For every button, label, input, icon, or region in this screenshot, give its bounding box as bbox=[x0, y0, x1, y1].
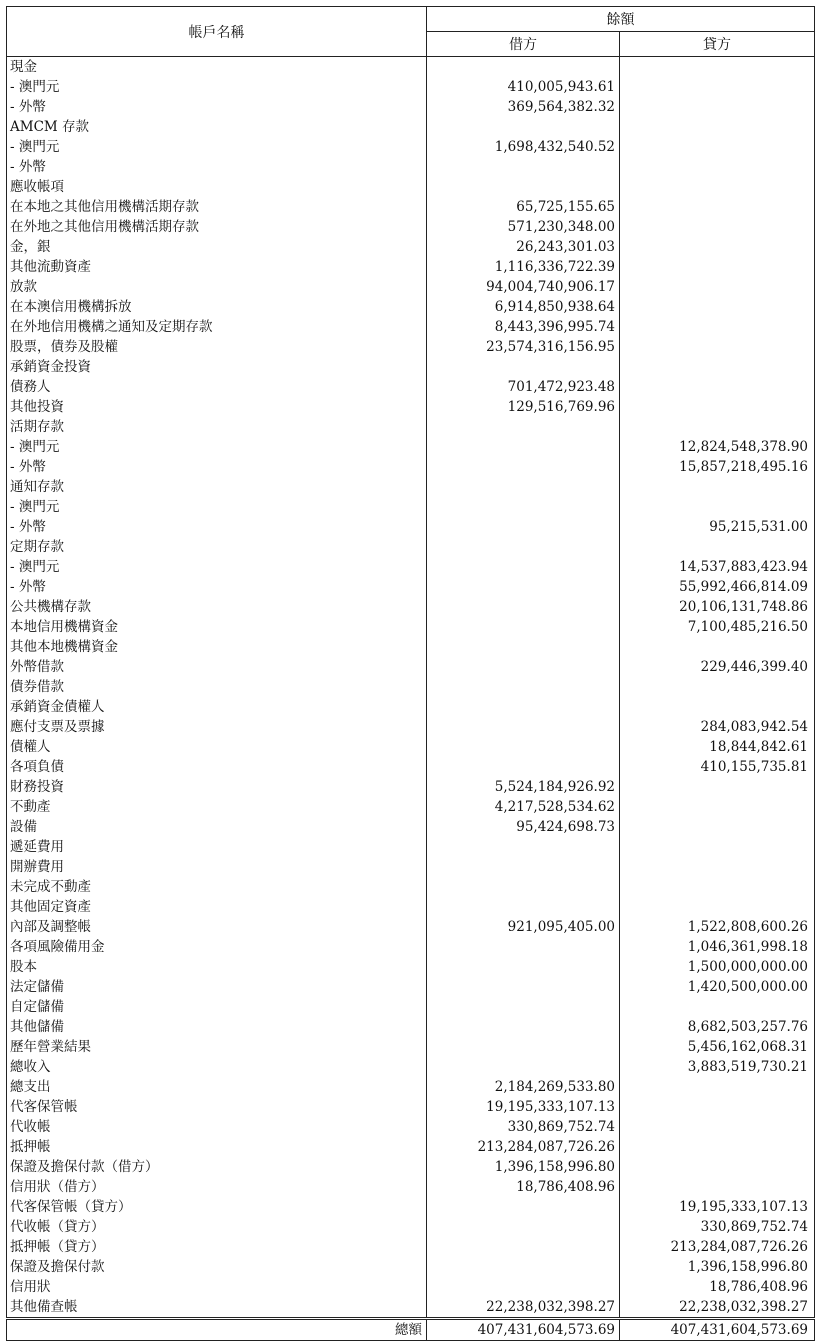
account-name-cell: 股票，債券及股權 bbox=[7, 337, 427, 357]
account-name-cell: 應付支票及票據 bbox=[7, 717, 427, 737]
account-name-cell: - 外幣 bbox=[7, 577, 427, 597]
debit-cell bbox=[427, 477, 620, 497]
account-name-cell: 公共機構存款 bbox=[7, 597, 427, 617]
credit-cell: 1,500,000,000.00 bbox=[620, 957, 815, 977]
table-row bbox=[7, 237, 815, 257]
credit-cell bbox=[620, 997, 815, 1017]
credit-cell: 3,883,519,730.21 bbox=[620, 1057, 815, 1077]
credit-cell bbox=[620, 497, 815, 517]
total-label: 總額 bbox=[7, 1319, 427, 1341]
table-row bbox=[7, 717, 815, 737]
credit-cell: 14,537,883,423.94 bbox=[620, 557, 815, 577]
debit-cell bbox=[427, 577, 620, 597]
table-row bbox=[7, 857, 815, 877]
credit-cell bbox=[620, 477, 815, 497]
account-name-cell: 其他投資 bbox=[7, 397, 427, 417]
debit-cell: 1,116,336,722.39 bbox=[427, 257, 620, 277]
table-row bbox=[7, 837, 815, 857]
account-name-cell: 財務投資 bbox=[7, 777, 427, 797]
credit-cell bbox=[620, 137, 815, 157]
credit-cell bbox=[620, 197, 815, 217]
credit-cell bbox=[620, 897, 815, 917]
debit-cell: 23,574,316,156.95 bbox=[427, 337, 620, 357]
table-row bbox=[7, 157, 815, 177]
table-row bbox=[7, 937, 815, 957]
account-name-cell: 債券借款 bbox=[7, 677, 427, 697]
table-row bbox=[7, 737, 815, 757]
account-name-cell: - 外幣 bbox=[7, 517, 427, 537]
table-row bbox=[7, 257, 815, 277]
credit-cell: 213,284,087,726.26 bbox=[620, 1237, 815, 1257]
debit-cell bbox=[427, 897, 620, 917]
credit-cell bbox=[620, 217, 815, 237]
credit-cell: 229,446,399.40 bbox=[620, 657, 815, 677]
credit-cell bbox=[620, 297, 815, 317]
account-name-cell: - 外幣 bbox=[7, 457, 427, 477]
table-row bbox=[7, 1217, 815, 1237]
table-row bbox=[7, 397, 815, 417]
credit-cell: 1,396,158,996.80 bbox=[620, 1257, 815, 1277]
debit-cell: 4,217,528,534.62 bbox=[427, 797, 620, 817]
credit-cell bbox=[620, 677, 815, 697]
debit-cell bbox=[427, 517, 620, 537]
debit-cell bbox=[427, 1217, 620, 1237]
credit-cell bbox=[620, 837, 815, 857]
credit-cell bbox=[620, 817, 815, 837]
table-row bbox=[7, 497, 815, 517]
table-row bbox=[7, 957, 815, 977]
credit-cell bbox=[620, 177, 815, 197]
table-row bbox=[7, 877, 815, 897]
table-row bbox=[7, 77, 815, 97]
account-name-cell: 放款 bbox=[7, 277, 427, 297]
credit-cell: 15,857,218,495.16 bbox=[620, 457, 815, 477]
debit-cell: 5,524,184,926.92 bbox=[427, 777, 620, 797]
table-row bbox=[7, 977, 815, 997]
credit-cell bbox=[620, 1157, 815, 1177]
account-name-cell: 總支出 bbox=[7, 1077, 427, 1097]
credit-cell: 20,106,131,748.86 bbox=[620, 597, 815, 617]
table-row bbox=[7, 1297, 815, 1319]
credit-cell: 1,046,361,998.18 bbox=[620, 937, 815, 957]
debit-cell bbox=[427, 597, 620, 617]
account-name-cell: 在本澳信用機構拆放 bbox=[7, 297, 427, 317]
table-row bbox=[7, 297, 815, 317]
account-name-cell: AMCM 存款 bbox=[7, 117, 427, 137]
account-name-cell: 活期存款 bbox=[7, 417, 427, 437]
credit-cell bbox=[620, 257, 815, 277]
account-name-cell: - 外幣 bbox=[7, 97, 427, 117]
debit-cell: 1,698,432,540.52 bbox=[427, 137, 620, 157]
table-row bbox=[7, 577, 815, 597]
total-row bbox=[7, 1319, 815, 1341]
account-name-cell: 現金 bbox=[7, 57, 427, 78]
credit-cell bbox=[620, 857, 815, 877]
debit-cell bbox=[427, 677, 620, 697]
credit-cell bbox=[620, 97, 815, 117]
credit-header: 貸方 bbox=[620, 32, 815, 57]
table-row bbox=[7, 997, 815, 1017]
debit-cell bbox=[427, 1037, 620, 1057]
table-row bbox=[7, 797, 815, 817]
account-name-cell: 設備 bbox=[7, 817, 427, 837]
credit-cell bbox=[620, 797, 815, 817]
account-name-cell: 定期存款 bbox=[7, 537, 427, 557]
debit-cell: 1,396,158,996.80 bbox=[427, 1157, 620, 1177]
credit-cell: 5,456,162,068.31 bbox=[620, 1037, 815, 1057]
table-row bbox=[7, 177, 815, 197]
total-credit: 407,431,604,573.69 bbox=[620, 1319, 815, 1341]
account-name-cell: 歷年營業結果 bbox=[7, 1037, 427, 1057]
credit-cell bbox=[620, 537, 815, 557]
account-name-cell: - 澳門元 bbox=[7, 497, 427, 517]
table-row bbox=[7, 597, 815, 617]
account-name-cell: - 澳門元 bbox=[7, 137, 427, 157]
account-name-cell: 債權人 bbox=[7, 737, 427, 757]
table-row bbox=[7, 817, 815, 837]
account-name-cell: 股本 bbox=[7, 957, 427, 977]
credit-cell bbox=[620, 1177, 815, 1197]
debit-cell: 26,243,301.03 bbox=[427, 237, 620, 257]
account-name-cell: 在外地信用機構之通知及定期存款 bbox=[7, 317, 427, 337]
account-name-cell: 開辦費用 bbox=[7, 857, 427, 877]
credit-cell: 18,844,842.61 bbox=[620, 737, 815, 757]
credit-cell bbox=[620, 417, 815, 437]
total-debit: 407,431,604,573.69 bbox=[427, 1319, 620, 1341]
debit-cell: 95,424,698.73 bbox=[427, 817, 620, 837]
debit-cell bbox=[427, 877, 620, 897]
account-name-cell: 抵押帳（貸方） bbox=[7, 1237, 427, 1257]
table-row bbox=[7, 357, 815, 377]
table-row bbox=[7, 137, 815, 157]
table-row bbox=[7, 417, 815, 437]
account-name-cell: 在外地之其他信用機構活期存款 bbox=[7, 217, 427, 237]
table-row bbox=[7, 1277, 815, 1297]
account-name-cell: 在本地之其他信用機構活期存款 bbox=[7, 197, 427, 217]
debit-cell: 8,443,396,995.74 bbox=[427, 317, 620, 337]
debit-cell bbox=[427, 457, 620, 477]
table-row bbox=[7, 777, 815, 797]
debit-cell: 18,786,408.96 bbox=[427, 1177, 620, 1197]
credit-cell bbox=[620, 1137, 815, 1157]
trial-balance-table bbox=[6, 6, 815, 1341]
credit-cell: 95,215,531.00 bbox=[620, 517, 815, 537]
account-name-cell: - 外幣 bbox=[7, 157, 427, 177]
table-row bbox=[7, 117, 815, 137]
debit-cell bbox=[427, 717, 620, 737]
credit-cell: 12,824,548,378.90 bbox=[620, 437, 815, 457]
debit-cell bbox=[427, 437, 620, 457]
table-row bbox=[7, 317, 815, 337]
credit-cell: 410,155,735.81 bbox=[620, 757, 815, 777]
table-row bbox=[7, 1157, 815, 1177]
debit-cell bbox=[427, 857, 620, 877]
table-row bbox=[7, 217, 815, 237]
debit-cell: 22,238,032,398.27 bbox=[427, 1297, 620, 1319]
debit-cell: 330,869,752.74 bbox=[427, 1117, 620, 1137]
account-name-cell: 應收帳項 bbox=[7, 177, 427, 197]
account-name-cell: 承銷資金投資 bbox=[7, 357, 427, 377]
table-row bbox=[7, 1097, 815, 1117]
table-row bbox=[7, 1177, 815, 1197]
debit-cell bbox=[427, 357, 620, 377]
credit-cell bbox=[620, 877, 815, 897]
account-name-header: 帳戶名稱 bbox=[7, 7, 427, 57]
credit-cell: 22,238,032,398.27 bbox=[620, 1297, 815, 1319]
balance-sheet bbox=[6, 6, 814, 1341]
account-name-cell: 信用狀（借方） bbox=[7, 1177, 427, 1197]
credit-cell: 284,083,942.54 bbox=[620, 717, 815, 737]
table-row bbox=[7, 197, 815, 217]
account-name-cell: - 澳門元 bbox=[7, 437, 427, 457]
table-row bbox=[7, 557, 815, 577]
table-row bbox=[7, 57, 815, 78]
debit-cell: 2,184,269,533.80 bbox=[427, 1077, 620, 1097]
debit-cell bbox=[427, 617, 620, 637]
account-name-cell: 總收入 bbox=[7, 1057, 427, 1077]
debit-cell bbox=[427, 757, 620, 777]
credit-cell: 1,420,500,000.00 bbox=[620, 977, 815, 997]
table-footer bbox=[7, 1319, 815, 1341]
debit-cell bbox=[427, 977, 620, 997]
debit-cell bbox=[427, 537, 620, 557]
credit-cell bbox=[620, 397, 815, 417]
debit-cell bbox=[427, 997, 620, 1017]
table-row bbox=[7, 277, 815, 297]
table-row bbox=[7, 477, 815, 497]
credit-cell: 8,682,503,257.76 bbox=[620, 1017, 815, 1037]
account-name-cell: 抵押帳 bbox=[7, 1137, 427, 1157]
account-name-cell: 未完成不動產 bbox=[7, 877, 427, 897]
debit-cell bbox=[427, 557, 620, 577]
table-row bbox=[7, 1237, 815, 1257]
account-name-cell: 其他備查帳 bbox=[7, 1297, 427, 1319]
account-name-cell: 債務人 bbox=[7, 377, 427, 397]
debit-cell: 65,725,155.65 bbox=[427, 197, 620, 217]
debit-cell bbox=[427, 657, 620, 677]
account-name-cell: 其他儲備 bbox=[7, 1017, 427, 1037]
credit-cell: 55,992,466,814.09 bbox=[620, 577, 815, 597]
debit-cell: 129,516,769.96 bbox=[427, 397, 620, 417]
debit-cell bbox=[427, 57, 620, 78]
debit-cell: 213,284,087,726.26 bbox=[427, 1137, 620, 1157]
account-name-cell: 信用狀 bbox=[7, 1277, 427, 1297]
table-row bbox=[7, 1137, 815, 1157]
account-name-cell: 本地信用機構資金 bbox=[7, 617, 427, 637]
credit-cell: 19,195,333,107.13 bbox=[620, 1197, 815, 1217]
debit-cell bbox=[427, 497, 620, 517]
account-name-cell: 外幣借款 bbox=[7, 657, 427, 677]
table-row bbox=[7, 697, 815, 717]
table-row bbox=[7, 1017, 815, 1037]
debit-cell bbox=[427, 697, 620, 717]
debit-cell: 701,472,923.48 bbox=[427, 377, 620, 397]
debit-cell bbox=[427, 1277, 620, 1297]
table-row bbox=[7, 617, 815, 637]
debit-cell bbox=[427, 417, 620, 437]
table-row bbox=[7, 1197, 815, 1217]
credit-cell bbox=[620, 637, 815, 657]
account-name-cell: 通知存款 bbox=[7, 477, 427, 497]
account-name-cell: - 澳門元 bbox=[7, 77, 427, 97]
table-row bbox=[7, 457, 815, 477]
debit-cell bbox=[427, 177, 620, 197]
debit-cell: 921,095,405.00 bbox=[427, 917, 620, 937]
table-row bbox=[7, 1077, 815, 1097]
table-row bbox=[7, 337, 815, 357]
debit-cell: 369,564,382.32 bbox=[427, 97, 620, 117]
account-name-cell: 金，銀 bbox=[7, 237, 427, 257]
table-row bbox=[7, 1117, 815, 1137]
credit-cell bbox=[620, 1077, 815, 1097]
debit-cell: 19,195,333,107.13 bbox=[427, 1097, 620, 1117]
credit-cell bbox=[620, 1097, 815, 1117]
account-name-cell: 其他本地機構資金 bbox=[7, 637, 427, 657]
account-name-cell: 承銷資金債權人 bbox=[7, 697, 427, 717]
table-row bbox=[7, 437, 815, 457]
debit-cell bbox=[427, 737, 620, 757]
account-name-cell: 遞延費用 bbox=[7, 837, 427, 857]
debit-cell bbox=[427, 1017, 620, 1037]
debit-cell bbox=[427, 637, 620, 657]
credit-cell: 7,100,485,216.50 bbox=[620, 617, 815, 637]
debit-cell bbox=[427, 117, 620, 137]
debit-cell: 571,230,348.00 bbox=[427, 217, 620, 237]
account-name-cell: 保證及擔保付款（借方） bbox=[7, 1157, 427, 1177]
account-name-cell: 不動產 bbox=[7, 797, 427, 817]
credit-cell: 1,522,808,600.26 bbox=[620, 917, 815, 937]
credit-cell bbox=[620, 117, 815, 137]
table-row bbox=[7, 637, 815, 657]
account-name-cell: 其他流動資產 bbox=[7, 257, 427, 277]
account-name-cell: - 澳門元 bbox=[7, 557, 427, 577]
balance-header: 餘額 bbox=[427, 7, 815, 32]
credit-cell: 18,786,408.96 bbox=[620, 1277, 815, 1297]
credit-cell: 330,869,752.74 bbox=[620, 1217, 815, 1237]
debit-cell bbox=[427, 1257, 620, 1277]
credit-cell bbox=[620, 777, 815, 797]
account-name-cell: 各項風險備用金 bbox=[7, 937, 427, 957]
debit-cell bbox=[427, 837, 620, 857]
table-row bbox=[7, 1257, 815, 1277]
table-row bbox=[7, 657, 815, 677]
account-name-cell: 代收帳 bbox=[7, 1117, 427, 1137]
credit-cell bbox=[620, 277, 815, 297]
debit-cell bbox=[427, 1057, 620, 1077]
credit-cell bbox=[620, 357, 815, 377]
table-row bbox=[7, 517, 815, 537]
credit-cell bbox=[620, 317, 815, 337]
credit-cell bbox=[620, 377, 815, 397]
account-name-cell: 其他固定資產 bbox=[7, 897, 427, 917]
account-name-cell: 內部及調整帳 bbox=[7, 917, 427, 937]
credit-cell bbox=[620, 57, 815, 78]
table-row bbox=[7, 97, 815, 117]
account-name-cell: 代客保管帳（貸方） bbox=[7, 1197, 427, 1217]
debit-header: 借方 bbox=[427, 32, 620, 57]
table-row bbox=[7, 757, 815, 777]
table-row bbox=[7, 677, 815, 697]
debit-cell: 410,005,943.61 bbox=[427, 77, 620, 97]
debit-cell bbox=[427, 1197, 620, 1217]
credit-cell bbox=[620, 157, 815, 177]
account-name-cell: 代收帳（貸方） bbox=[7, 1217, 427, 1237]
table-header bbox=[7, 7, 815, 57]
account-name-cell: 自定儲備 bbox=[7, 997, 427, 1017]
debit-cell bbox=[427, 1237, 620, 1257]
account-name-cell: 各項負債 bbox=[7, 757, 427, 777]
credit-cell bbox=[620, 337, 815, 357]
debit-cell: 6,914,850,938.64 bbox=[427, 297, 620, 317]
debit-cell bbox=[427, 157, 620, 177]
credit-cell bbox=[620, 77, 815, 97]
table-row bbox=[7, 377, 815, 397]
account-name-cell: 代客保管帳 bbox=[7, 1097, 427, 1117]
credit-cell bbox=[620, 237, 815, 257]
credit-cell bbox=[620, 697, 815, 717]
table-row bbox=[7, 897, 815, 917]
table-body bbox=[7, 57, 815, 1319]
account-name-cell: 法定儲備 bbox=[7, 977, 427, 997]
table-row bbox=[7, 1057, 815, 1077]
debit-cell bbox=[427, 957, 620, 977]
credit-cell bbox=[620, 1117, 815, 1137]
account-name-cell: 保證及擔保付款 bbox=[7, 1257, 427, 1277]
debit-cell: 94,004,740,906.17 bbox=[427, 277, 620, 297]
table-row bbox=[7, 917, 815, 937]
table-row bbox=[7, 1037, 815, 1057]
table-row bbox=[7, 537, 815, 557]
debit-cell bbox=[427, 937, 620, 957]
